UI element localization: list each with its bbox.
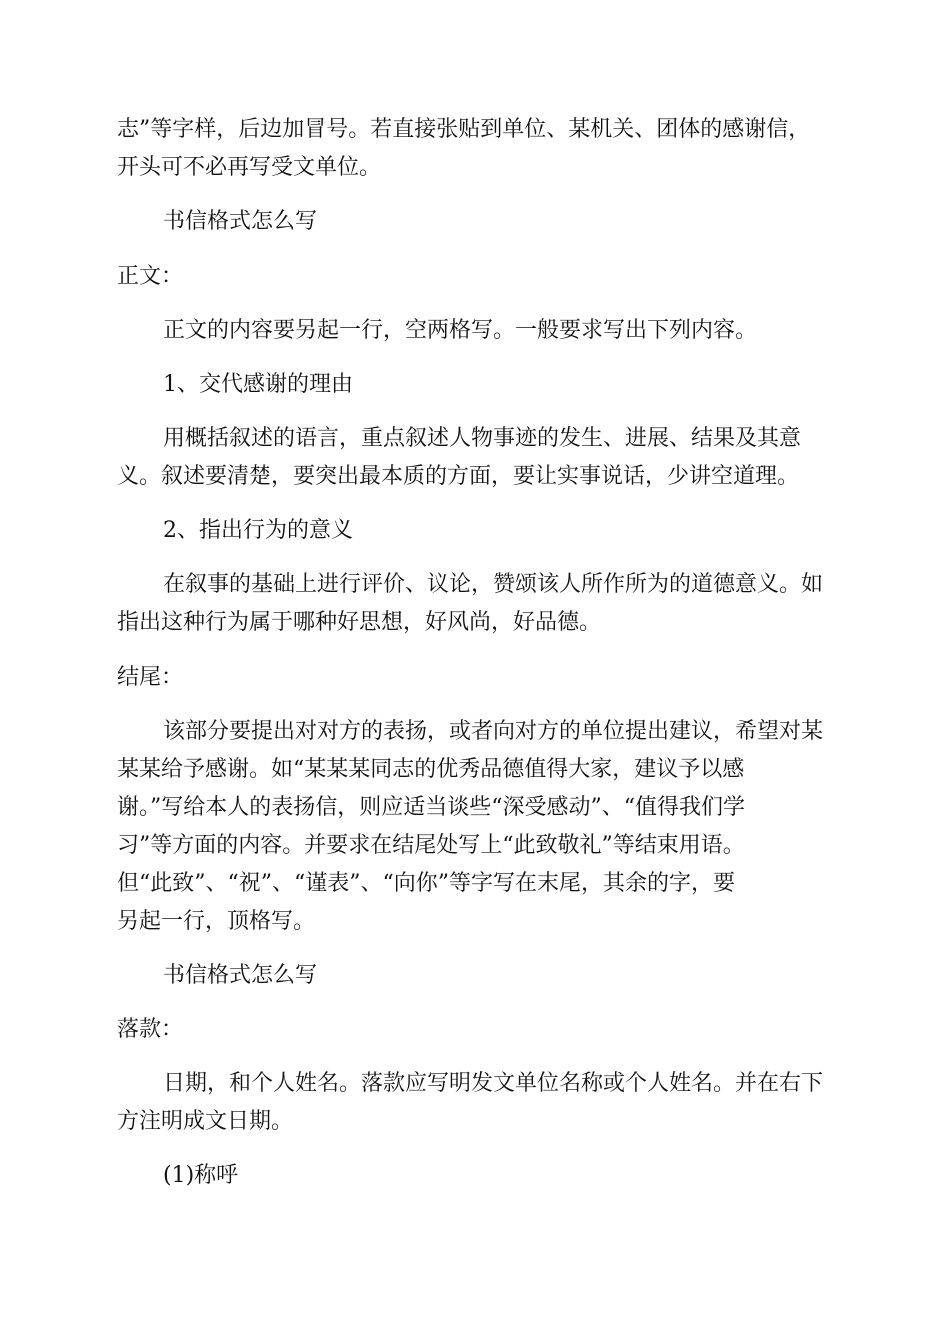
body-text-line: 义。叙述要清楚，要突出最本质的方面，要让实事说话，少讲空道理。 [117,464,800,489]
body-text-line: 志”等字样，后边加冒号。若直接张贴到单位、某机关、团体的感谢信， [117,117,811,142]
body-text-line: 谢。”写给本人的表扬信，则应适当谈些“深受感动”、“值得我们学 [117,795,745,820]
body-text-line: 正文的内容要另起一行，空两格写。一般要求写出下列内容。 [163,318,758,343]
body-text-line: 习”等方面的内容。并要求在结尾处写上“此致敬礼”等结束用语。 [117,833,745,858]
list-item-heading: 1、交代感谢的理由 [163,372,353,397]
body-text-line: 用概括叙述的语言，重点叙述人物事迹的发生、进展、结果及其意 [163,426,802,451]
list-item-heading: (1)称呼 [163,1163,239,1188]
section-heading: 书信格式怎么写 [163,209,318,234]
body-text-line: 该部分要提出对对方的表扬，或者向对方的单位提出建议，希望对某 [163,719,824,744]
body-text-line: 开头可不必再写受文单位。 [117,155,382,180]
body-text-line: 但“此致”、“祝”、“谨表”、“向你”等字写在末尾，其余的字，要 [117,871,735,896]
body-text-line: 在叙事的基础上进行评价、议论，赞颂该人所作所为的道德意义。如 [163,572,824,597]
body-text-line: 某某给予感谢。如“某某某同志的优秀品德值得大家，建议予以感 [117,757,745,782]
section-label-body: 正文： [117,264,184,289]
section-label-ending: 结尾： [117,665,184,690]
list-item-heading: 2、指出行为的意义 [163,518,353,543]
body-text-line: 日期，和个人姓名。落款应写明发文单位名称或个人姓名。并在右下 [163,1071,824,1096]
body-text-line: 指出这种行为属于哪种好思想，好风尚，好品德。 [117,610,602,635]
section-label-signature: 落款： [117,1017,184,1042]
body-text-line: 方注明成文日期。 [117,1109,294,1134]
body-text-line: 另起一行，顶格写。 [117,909,316,934]
section-heading: 书信格式怎么写 [163,963,318,988]
